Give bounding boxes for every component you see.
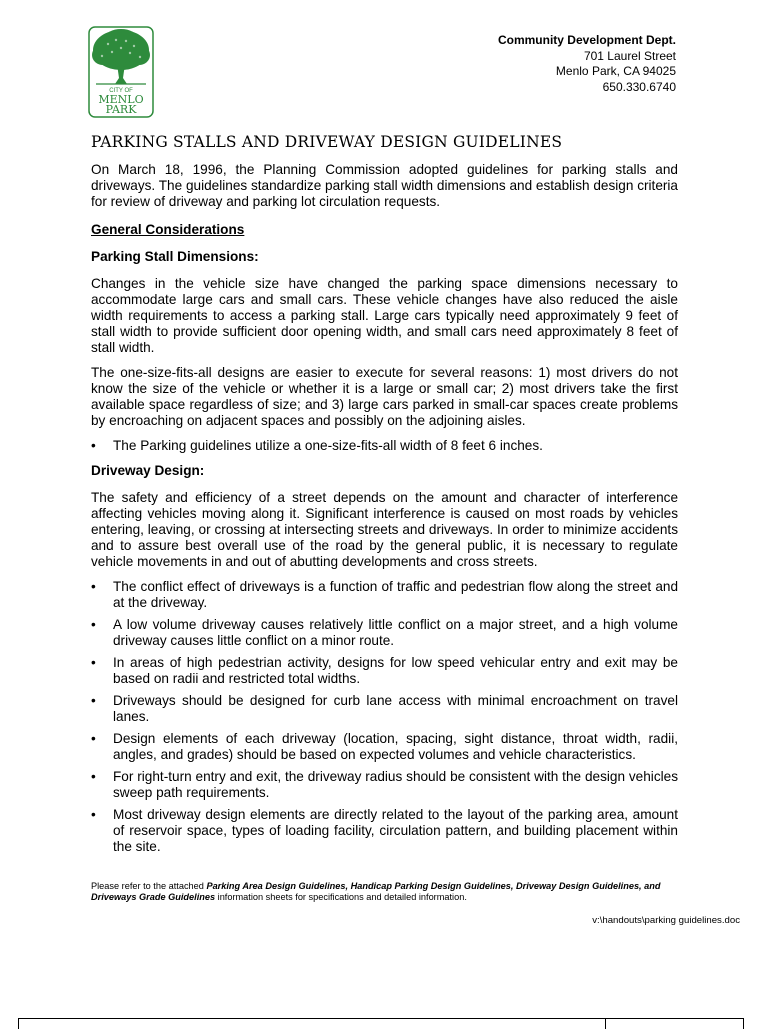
footer-divider [605, 1019, 606, 1029]
list-item-text: A low volume driveway causes relatively little conflict on a major street, and a high volume driveway causes little conflict on a minor route. [113, 617, 678, 648]
general-considerations-heading: General Considerations [91, 222, 245, 237]
stall-paragraph-1: Changes in the vehicle size have changed the parking space dimensions necessary to accommodate large cars and small cars. These vehicle changes have also reduced the aisle width requirements to access a parking stall. Large cars typically need approximately 9 feet of stall width to provide sufficient door opening width, and small cars need approximately 8 feet of stall width. [91, 276, 678, 355]
footnote-attachments: Parking Area Design Guidelines, Handicap Parking Design Guidelines, Driveway Design Guidelines, and Driveways Grade Guidelines [91, 881, 661, 902]
list-item-text: Driveways should be designed for curb lane access with minimal encroachment on travel lanes. [113, 693, 678, 724]
driveway-paragraph: The safety and efficiency of a street depends on the amount and character of interference affecting vehicles moving along it. Significant interference is caused on most roads by vehicles entering, leaving, or crossing at intersecting streets and driveways. In order to minimize accidents and to assure best overall use of the road by the general public, it is necessary to regulate vehicle movements in and out of abutting developments and cross streets. [91, 490, 678, 569]
list-item-text: Most driveway design elements are directly related to the layout of the parking area, amount of reservoir space, types of loading facility, circulation pattern, and building placement within the site. [113, 807, 678, 854]
city-state-zip: Menlo Park, CA 94025 [555, 64, 676, 78]
list-item [91, 769, 678, 801]
document-title: PARKING STALLS AND DRIVEWAY DESIGN GUIDELINES [91, 133, 563, 151]
list-item-text: Design elements of each driveway (location, spacing, sight distance, throat width, radii, angles, and grades) should be based on expected volumes and vehicle characteristics. [113, 731, 678, 762]
document-body [91, 162, 678, 864]
list-item-text: For right-turn entry and exit, the driveway radius should be consistent with the design vehicles sweep path requirements. [113, 769, 678, 800]
list-item [91, 655, 678, 687]
stall-dimensions-heading: Parking Stall Dimensions: [91, 249, 259, 264]
city-logo [88, 26, 154, 118]
bullet-icon: • [91, 807, 96, 822]
bullet-icon: • [91, 693, 96, 708]
footnote-suffix: information sheets for specifications and detailed information. [215, 892, 467, 902]
list-item-text: In areas of high pedestrian activity, designs for low speed vehicular entry and exit may be based on radii and restricted total widths. [113, 655, 678, 686]
logo-name-line1: MENLO [98, 93, 144, 106]
list-item [91, 617, 678, 649]
footnote [91, 881, 691, 903]
list-item-text: The conflict effect of driveways is a function of traffic and pedestrian flow along the street and at the driveway. [113, 579, 678, 610]
department-address [498, 33, 676, 95]
driveway-design-heading: Driveway Design: [91, 463, 205, 478]
phone-number: 650.330.6740 [602, 79, 676, 94]
department-name: Community Development Dept. [497, 33, 676, 47]
street-address: 701 Laurel Street [583, 48, 676, 63]
list-item [91, 438, 678, 454]
footnote-prefix: Please refer to the attached [91, 881, 207, 891]
stall-bullet-list [91, 438, 678, 454]
logo-name-line2: PARK [105, 103, 137, 116]
logo-city-of: CITY OF [109, 88, 133, 94]
bullet-icon: • [91, 769, 96, 784]
list-item [91, 807, 678, 855]
bullet-icon: • [91, 438, 96, 453]
list-item [91, 693, 678, 725]
tree-icon [88, 26, 154, 118]
stall-paragraph-2: The one-size-fits-all designs are easier to execute for several reasons: 1) most drivers do not know the size of the vehicle or whether it is a large or small car; 2) most drivers take the first available space regardless of size; and 3) large cars parked in small-car spaces create problems by encroaching on adjacent spaces and possibly on the adjoining aisles. [91, 365, 678, 428]
bullet-icon: • [91, 731, 96, 746]
list-item-text: The Parking guidelines utilize a one-size-fits-all width of 8 feet 6 inches. [113, 438, 543, 453]
list-item [91, 731, 678, 763]
list-item [91, 579, 678, 611]
file-path: v:\handouts\parking guidelines.doc [592, 915, 740, 926]
driveway-bullet-list [91, 579, 678, 855]
bullet-icon: • [91, 617, 96, 632]
bullet-icon: • [91, 655, 96, 670]
intro-paragraph: On March 18, 1996, the Planning Commission adopted guidelines for parking stalls and driveways. The guidelines standardize parking stall width dimensions and establish design criteria for review of driveway and parking lot circulation requests. [91, 162, 678, 209]
bullet-icon: • [91, 579, 96, 594]
